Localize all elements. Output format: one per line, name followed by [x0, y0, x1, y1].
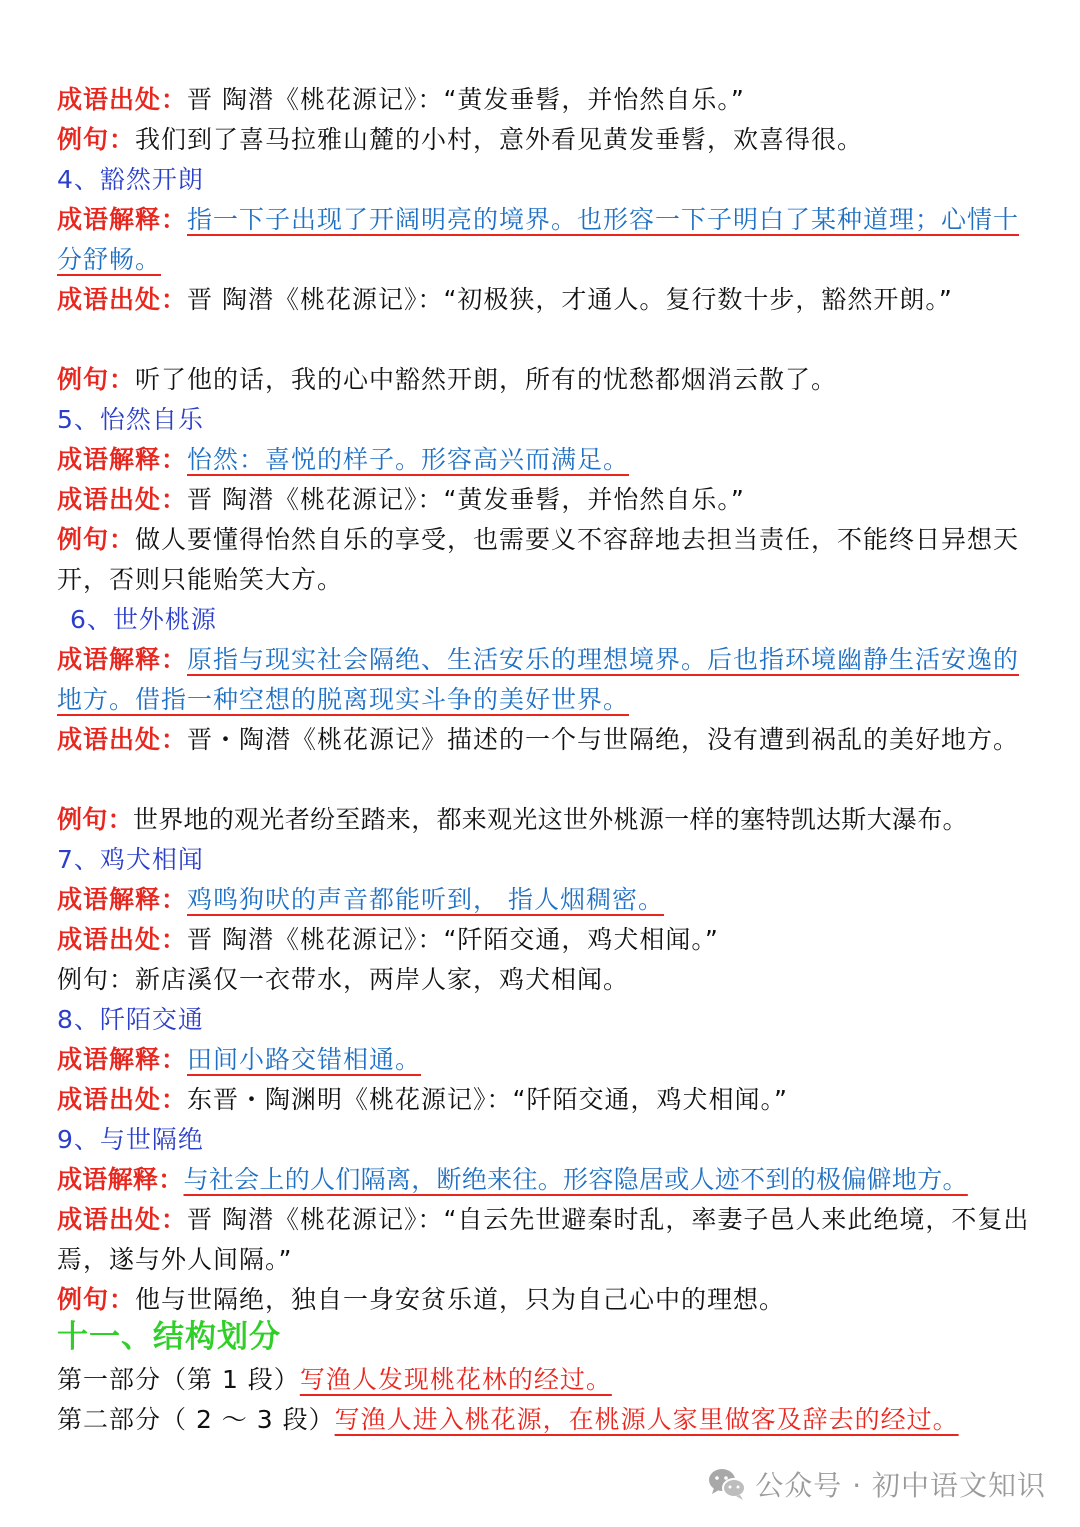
example-label: 例句： [57, 365, 136, 394]
example-label: 例句： [57, 805, 133, 834]
idiom-heading-9: 9、与世隔绝 [57, 1125, 204, 1154]
definition-text: 田间小路交错相通。 [187, 1045, 422, 1074]
idiom-heading-7: 7、鸡犬相闻 [57, 845, 204, 874]
idiom-heading-8: 8、阡陌交通 [57, 1005, 204, 1034]
definition-text: 指一下子出现了开阔明亮的境界。也形容一下子明白了某种道理；心情十分舒畅。 [57, 205, 1020, 274]
definition-text: 怡然：喜悦的样子。形容高兴而满足。 [187, 445, 630, 474]
idiom-source-line [57, 1200, 1032, 1280]
idiom-source-line [57, 1080, 1032, 1120]
idiom-source-line [57, 720, 1032, 760]
definition-text: 鸡鸣狗吠的声音都能听到， 指人烟稠密。 [187, 885, 664, 914]
watermark [707, 1464, 1046, 1504]
example-line [57, 520, 1032, 600]
part-label: 第二部分（ 2 ～ 3 段） [57, 1405, 335, 1434]
idiom-definition-line [57, 200, 1032, 280]
idiom-definition-line [57, 880, 1032, 920]
definition-text: 原指与现实社会隔绝、生活安乐的理想境界。后也指环境幽静生活安逸的地方。借指一种空想的脱离现实斗争的美好世界。 [57, 645, 1020, 714]
idiom-definition-line [57, 1040, 1032, 1080]
source-text: 晋 陶潜《桃花源记》：“黄发垂髫，并怡然自乐。” [187, 485, 745, 514]
example-text: 新店溪仅一衣带水，两岸人家，鸡犬相闻。 [135, 965, 630, 994]
structure-part-2 [57, 1400, 1032, 1440]
example-line [57, 800, 1047, 840]
watermark-text: 公众号 · 初中语文知识 [755, 1469, 1046, 1502]
definition-label: 成语解释： [57, 205, 188, 234]
source-label: 成语出处： [57, 1205, 188, 1234]
example-label: 例句： [57, 525, 136, 554]
wechat-icon [707, 1466, 747, 1502]
example-line [57, 120, 1032, 160]
idiom-definition-line [57, 1160, 1047, 1200]
idiom-definition-line [57, 640, 1032, 720]
idiom-source-line [57, 480, 1032, 520]
idiom-heading-5: 5、怡然自乐 [57, 405, 204, 434]
idiom-source-line [57, 920, 1032, 960]
idiom-heading-4: 4、豁然开朗 [57, 165, 204, 194]
source-text: 晋 陶潜《桃花源记》：“初极狭，才通人。复行数十步，豁然开朗。” [187, 285, 953, 314]
source-text: 晋 陶潜《桃花源记》：“阡陌交通，鸡犬相闻。” [187, 925, 719, 954]
example-text: 做人要懂得怡然自乐的享受，也需要义不容辞地去担当责任，不能终日异想天开，否则只能贻笑大方。 [57, 525, 1020, 594]
source-text: 晋 陶潜《桃花源记》：“黄发垂髫，并怡然自乐。” [187, 85, 745, 114]
source-label: 成语出处： [57, 1085, 188, 1114]
part-text: 写渔人发现桃花林的经过。 [299, 1365, 612, 1394]
example-text: 听了他的话，我的心中豁然开朗，所有的忧愁都烟消云散了。 [135, 365, 838, 394]
definition-label: 成语解释： [57, 1045, 188, 1074]
definition-label: 成语解释： [57, 645, 188, 674]
example-label: 例句： [57, 965, 136, 994]
source-label: 成语出处： [57, 85, 188, 114]
part-label: 第一部分（第 1 段） [57, 1365, 300, 1394]
source-text: 晋・陶潜《桃花源记》描述的一个与世隔绝，没有遭到祸乱的美好地方。 [187, 725, 1020, 754]
source-label: 成语出处： [57, 485, 188, 514]
source-label: 成语出处： [57, 285, 188, 314]
source-label: 成语出处： [57, 925, 188, 954]
source-text: 东晋・陶渊明《桃花源记》：“阡陌交通，鸡犬相闻。” [187, 1085, 788, 1114]
example-text: 我们到了喜马拉雅山麓的小村，意外看见黄发垂髫，欢喜得很。 [135, 125, 864, 154]
source-text: 晋 陶潜《桃花源记》：“自云先世避秦时乱，率妻子邑人来此绝境，不复出焉，遂与外人间隔。” [57, 1205, 1030, 1274]
definition-label: 成语解释： [57, 445, 188, 474]
example-line [57, 960, 1032, 1000]
section-title: 十一、结构划分 [57, 1319, 281, 1355]
example-line [57, 360, 1032, 400]
example-label: 例句： [57, 1285, 136, 1314]
definition-text: 与社会上的人们隔离，断绝来往。形容隐居或人迹不到的极偏僻地方。 [183, 1165, 968, 1194]
structure-part-1 [57, 1360, 1032, 1400]
source-label: 成语出处： [57, 725, 188, 754]
idiom-definition-line [57, 440, 1032, 480]
definition-label: 成语解释： [57, 1165, 184, 1194]
idiom-source-line [57, 280, 1032, 320]
example-label: 例句： [57, 125, 136, 154]
idiom-heading-6: 6、世外桃源 [70, 605, 217, 634]
idiom-source-line [57, 80, 1032, 120]
example-text: 世界地的观光者纷至踏来，都来观光这世外桃源一样的塞特凯达斯大瀑布。 [132, 805, 968, 834]
example-line [57, 1280, 1032, 1320]
example-text: 他与世隔绝，独自一身安贫乐道，只为自己心中的理想。 [135, 1285, 786, 1314]
definition-label: 成语解释： [57, 885, 188, 914]
part-text: 写渔人进入桃花源，在桃源人家里做客及辞去的经过。 [334, 1405, 959, 1434]
